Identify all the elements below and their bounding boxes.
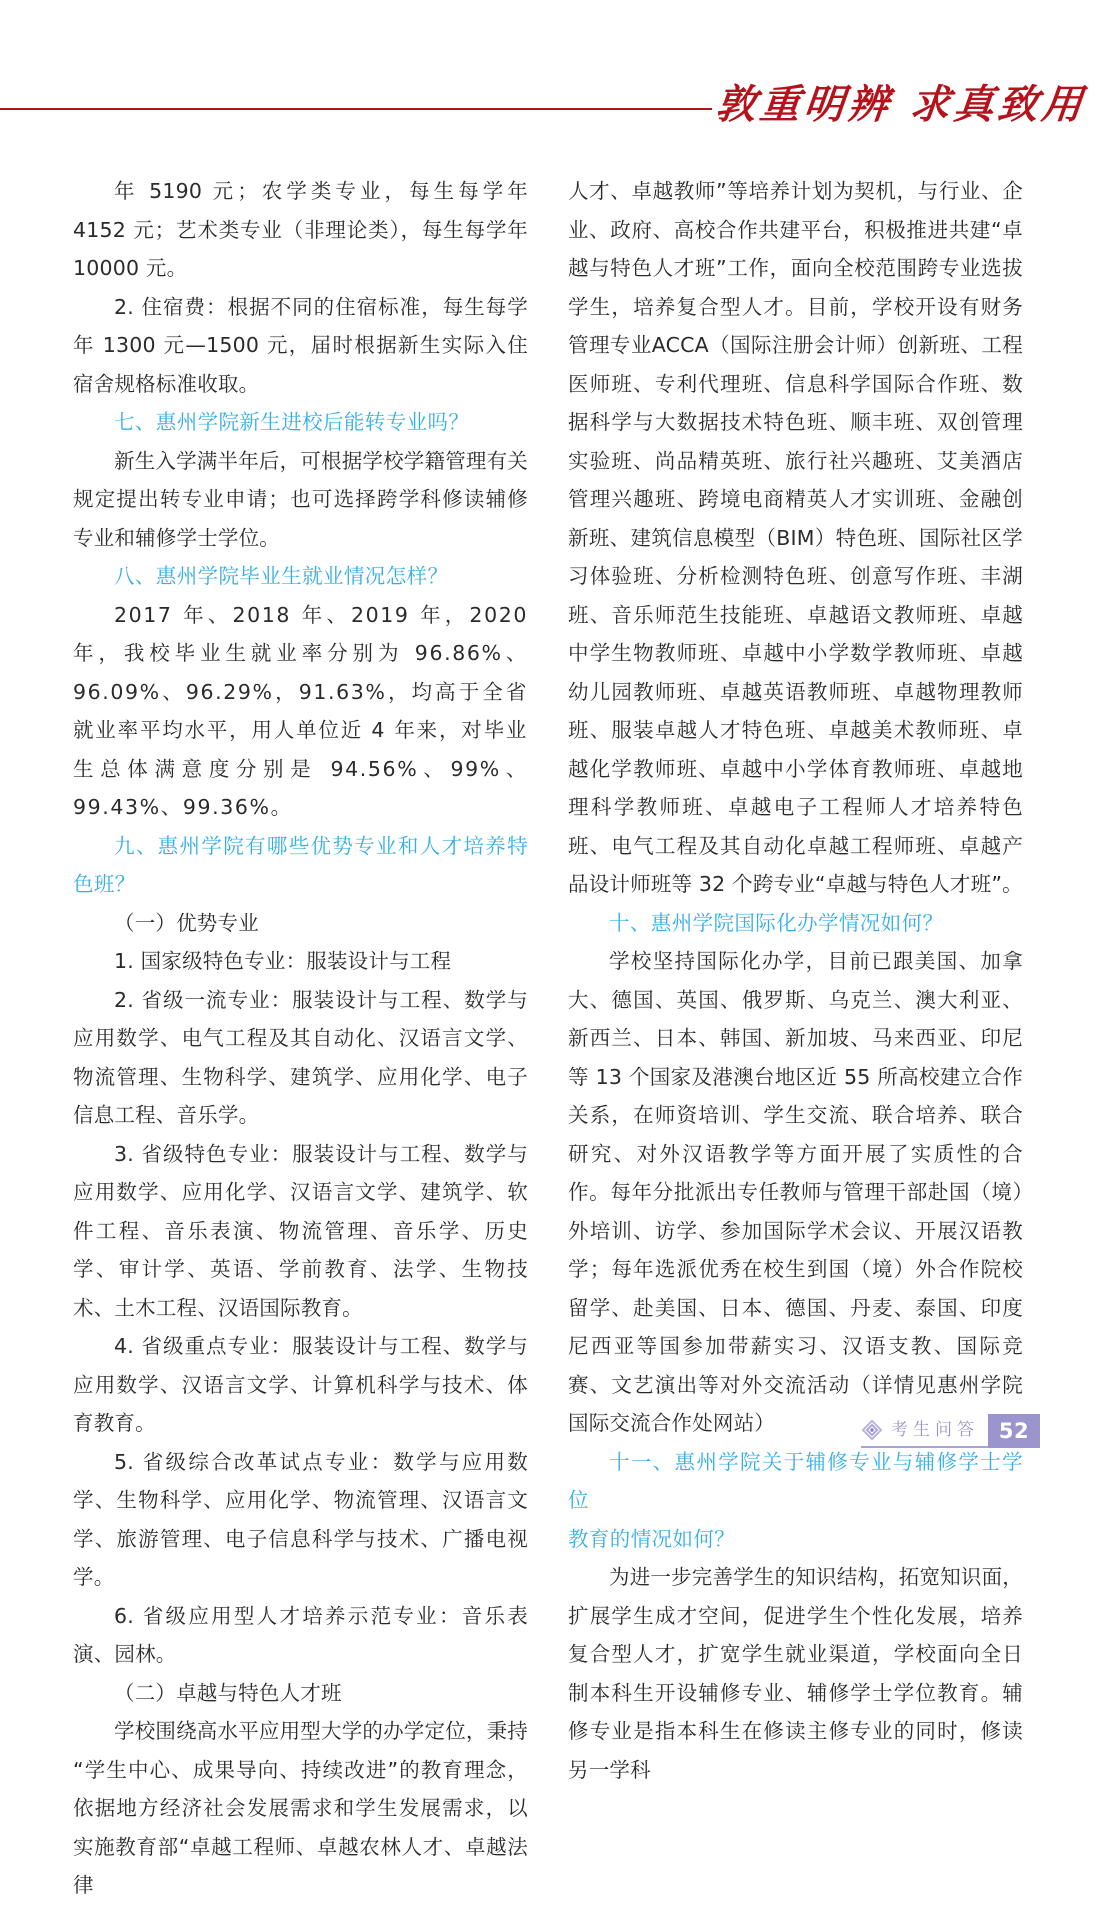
body-paragraph-major-provincial-first-class: 2. 省级一流专业：服装设计与工程、数学与应用数学、电气工程及其自动化、汉语言文学、物流管理、生物科学、建筑学、应用化学、电子信息工程、音乐学。 [73,987,528,1127]
footer-badge [861,1414,1040,1448]
body-paragraph-major-national: 1. 国家级特色专业：服装设计与工程 [114,949,452,973]
body-paragraph-tuition-continued: 年 5190 元；农学类专业，每生每学年 4152 元；艺术类专业（非理论类），每生每学年 10000 元。 [73,179,528,280]
body-paragraph-accommodation-fee: 2. 住宿费：根据不同的住宿标准，每生每学年 1300 元—1500 元，届时根据新生实际入住宿舍规格标准收取。 [73,294,528,396]
body-paragraph-major-applied-talent-demo: 6. 省级应用型人才培养示范专业：音乐表演、园林。 [73,1603,528,1666]
body-paragraph-q9-sub1: （一）优势专业 [114,910,259,935]
section-heading-q11-heading-cont: 教育的情况如何？ [568,1526,736,1551]
page-header [0,0,1102,150]
body-paragraph-excellence-class-continued: 人才、卓越教师”等培养计划为契机，与行业、企业、政府、高校合作共建平台，积极推进共建“卓越与特色人才班”工作，面向全校范围跨专业选拔学生，培养复合型人才。目前，学校开设有财务管理专业ACCA（国际注册会计师）创新班、工程医师班、专利代理班、信息科学国际合作班、数据科学与大数据技术特色班、顺丰班、双创管理实验班、尚品精英班、旅行社兴趣班、艾美酒店管理兴趣班、跨境电商精英人才实训班、金融创新班、建筑信息模型（BIM）特色班、国际社区学习体验班、分析检测特色班、创意写作班、丰湖班、音乐师范生技能班、卓越语文教师班、卓越中学生物教师班、卓越中小学数学教师班、卓越幼儿园教师班、卓越英语教师班、卓越物理教师班、服装卓越人才特色班、卓越美术教师班、卓越化学教师班、卓越中小学体育教师班、卓越地理科学教师班、卓越电子工程师人才培养特色班、电气工程及其自动化卓越工程师班、卓越产品设计师班等 32 个跨专业“卓越与特色人才班”。 [568,179,1023,896]
header-motto-calligraphy: 敦重明辨 求真致用 [713,81,1089,128]
footer-label-text: 考生问答 [891,1420,979,1440]
body-paragraph-q11-answer: 为进一步完善学生的知识结构，拓宽知识面，扩展学生成才空间，促进学生个性化发展，培养复合型人才，扩宽学生就业渠道，学校面向全日制本科生开设辅修专业、辅修学士学位教育。辅修专业是指本科生在修读主修专业的同时，修读另一学科 [568,1565,1023,1782]
page-footer [0,1402,1102,1496]
left-column [73,172,528,1897]
footer-label-wrap [861,1414,988,1448]
section-heading-q9-heading: 九、惠州学院有哪些优势专业和人才培养特色班？ [73,833,528,896]
header-rule-divider [0,108,712,110]
section-heading-q8-heading: 八、惠州学院毕业生就业情况怎样？ [114,564,449,588]
body-paragraph-major-comprehensive-reform: 5. 省级综合改革试点专业：数学与应用数学、生物科学、应用化学、物流管理、汉语言文学、旅游管理、电子信息科学与技术、广播电视学。 [73,1449,528,1589]
body-paragraph-q9-sub2: （二）卓越与特色人才班 [114,1680,342,1705]
body-paragraph-major-provincial-key: 4. 省级重点专业：服装设计与工程、数学与应用数学、汉语言文学、计算机科学与技术、体育教育。 [73,1334,528,1435]
diamond-ornament-icon [861,1419,883,1441]
page-number: 52 [988,1414,1040,1448]
body-paragraph-q8-answer: 2017 年、2018 年、2019 年，2020 年，我校毕业生就业率分别为 96.86%、96.09%、96.29%，91.63%，均高于全省就业率平均水平，用人单位近 4 年来，对毕业生总体满意度分别是 94.56%、99%、99.43%、99.36%。 [73,602,528,819]
section-heading-q10-heading: 十、惠州学院国际化办学情况如何？ [609,910,944,935]
body-paragraph-q10-answer: 学校坚持国际化办学，目前已跟美国、加拿大、德国、英国、俄罗斯、乌克兰、澳大利亚、新西兰、日本、韩国、新加坡、马来西亚、印尼等 13 个国家及港澳台地区近 55 所高校建立合作关系，在师资培训、学生交流、联合培养、联合研究、对外汉语教学等方面开展了实质性的合作。每年分批派出专任教师与管理干部赴国（境）外培训、访学、参加国际学术会议、开展汉语教学；每年选派优秀在校生到国（境）外合作院校留学、赴美国、日本、德国、丹麦、泰国、印度尼西亚等国参加带薪实习、汉语支教、国际竞赛、文艺演出等对外交流活动（详情见惠州学院国际交流合作处网站） [568,949,1023,1435]
body-paragraph-q7-answer: 新生入学满半年后，可根据学校学籍管理有关规定提出转专业申请；也可选择跨学科修读辅修专业和辅修学士学位。 [73,448,528,550]
section-heading-q11-heading: 十一、惠州学院关于辅修专业与辅修学士学位 [568,1449,1023,1512]
section-heading-q7-heading: 七、惠州学院新生进校后能转专业吗？ [114,410,470,434]
body-paragraph-excellence-class-intro: 学校围绕高水平应用型大学的办学定位，秉持“学生中心、成果导向、持续改进”的教育理念，依据地方经济社会发展需求和学生发展需求，以实施教育部“卓越工程师、卓越农林人才、卓越法律 [73,1719,528,1897]
body-paragraph-major-provincial-featured: 3. 省级特色专业：服装设计与工程、数学与应用数学、应用化学、汉语言文学、建筑学、软件工程、音乐表演、物流管理、音乐学、历史学、审计学、英语、学前教育、法学、生物技术、土木工程、汉语国际教育。 [73,1141,528,1320]
